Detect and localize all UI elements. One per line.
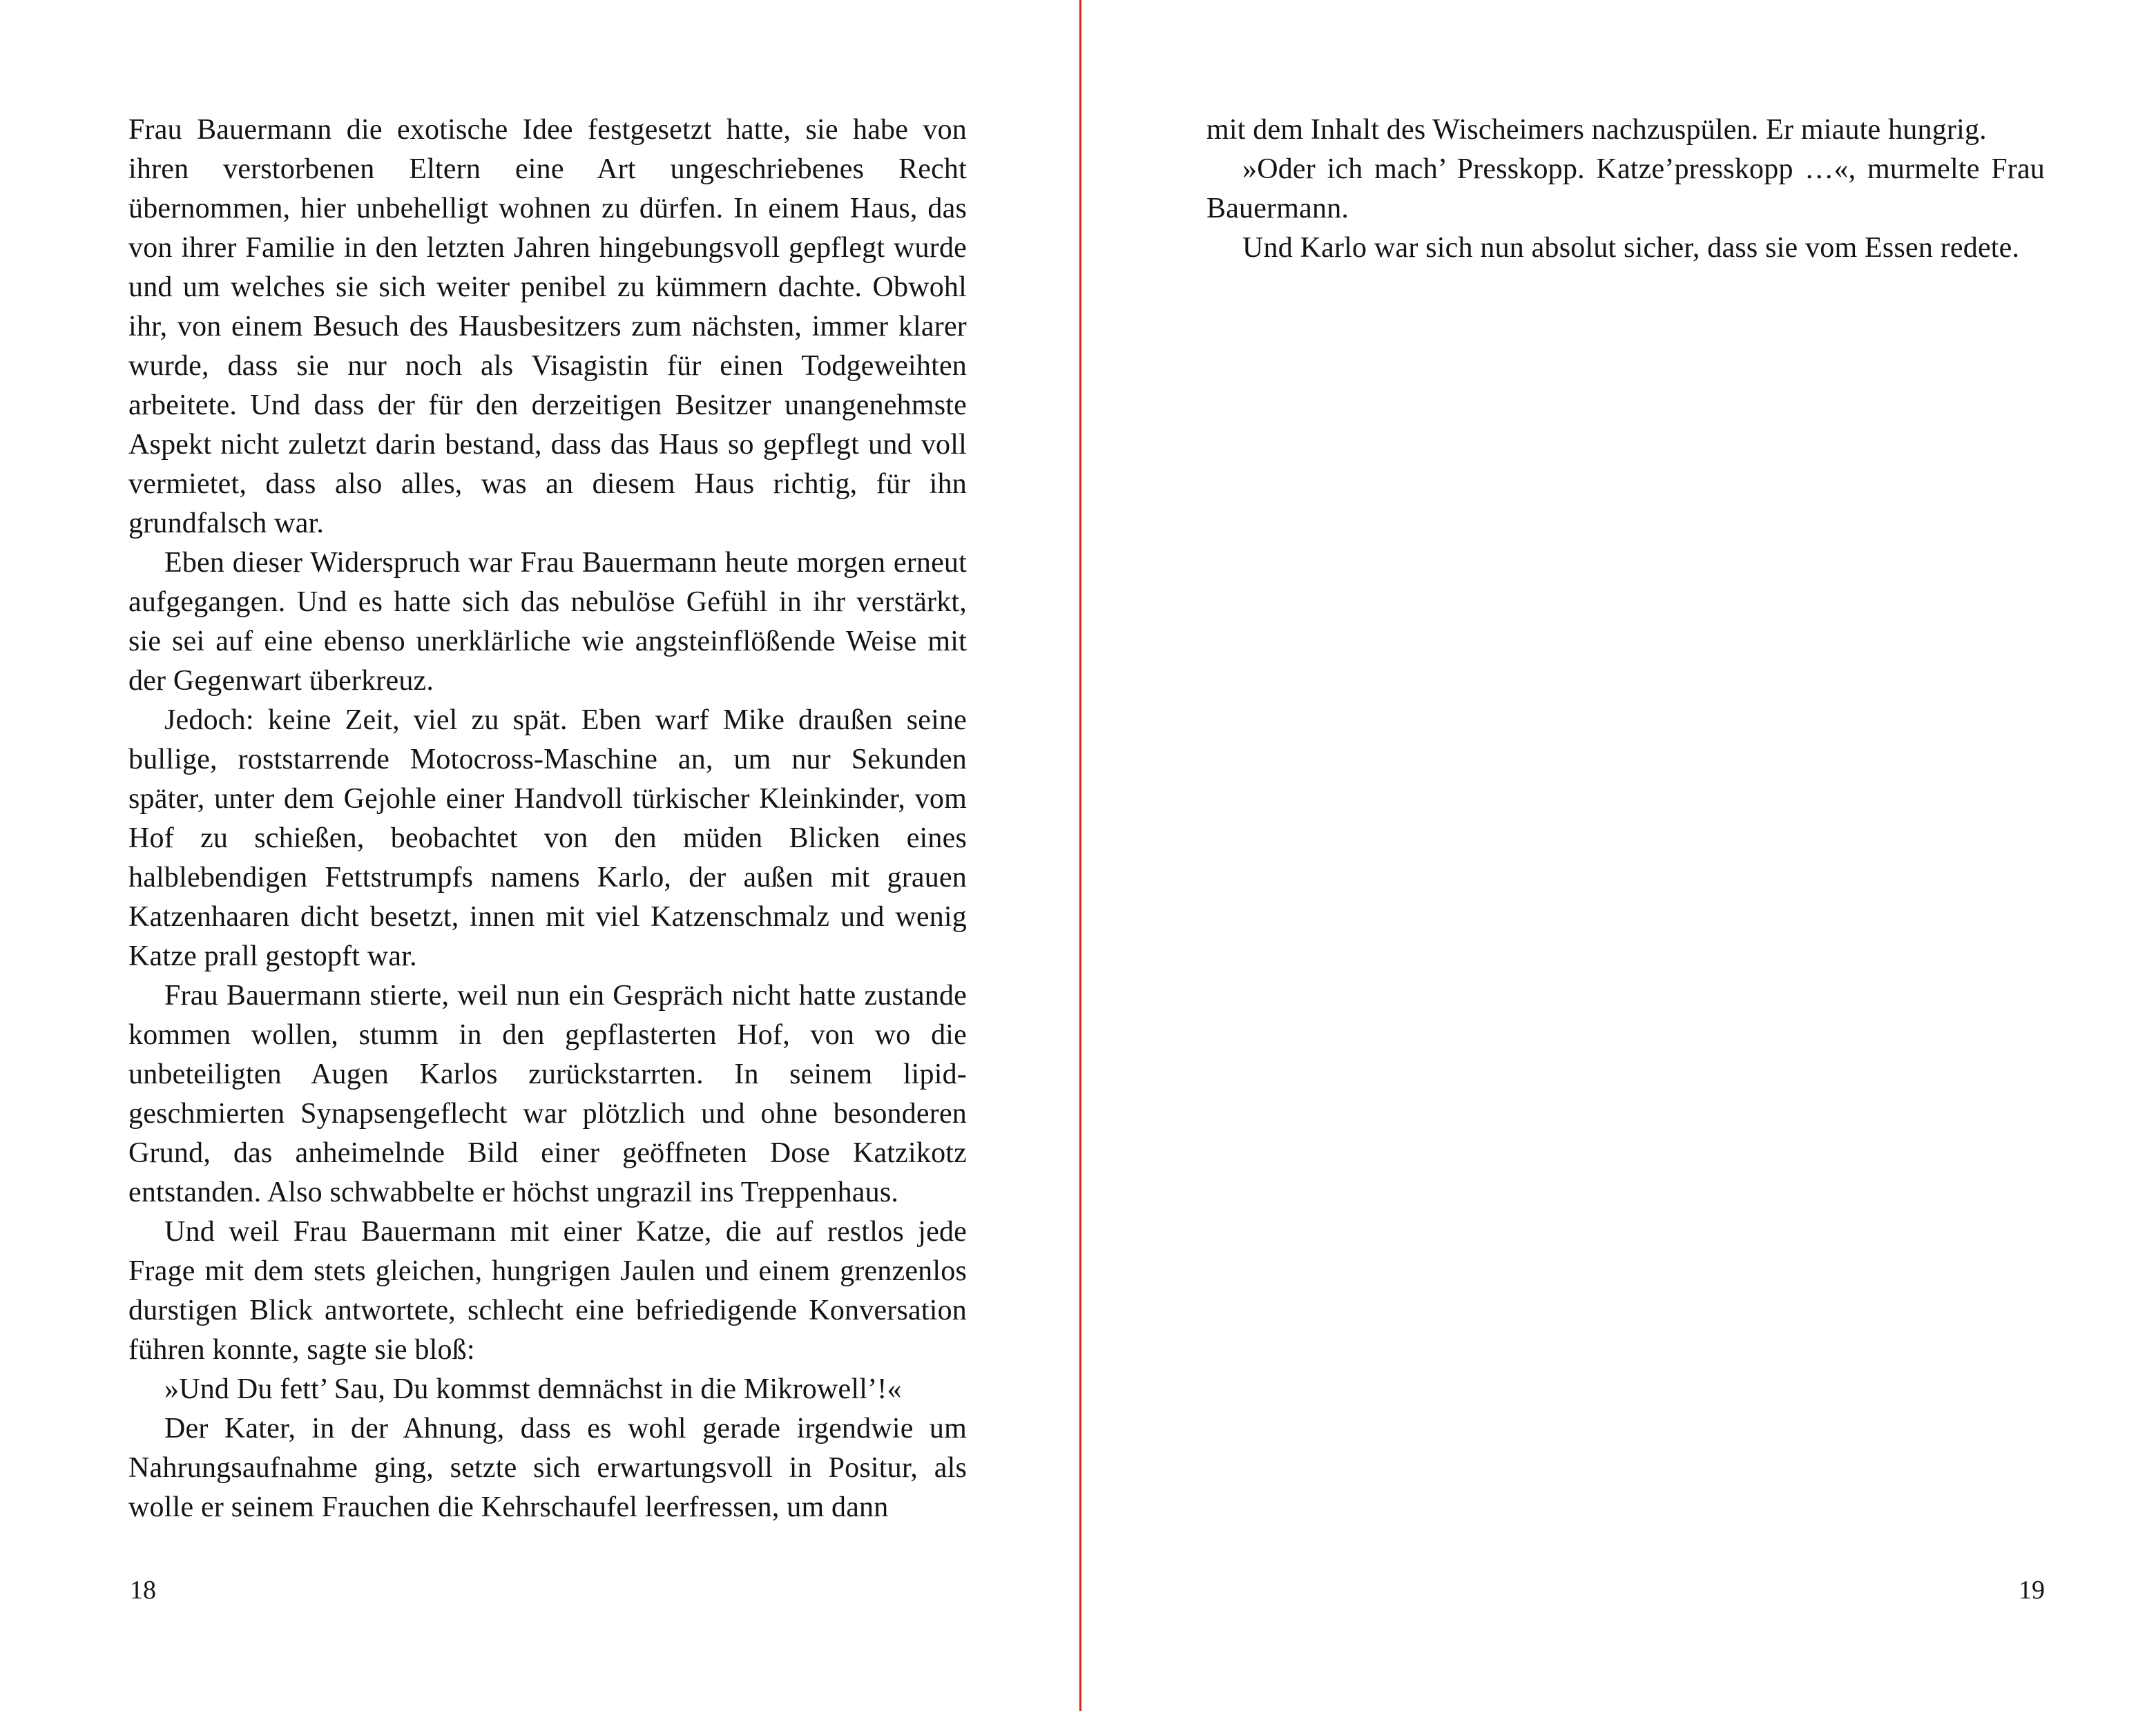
page-number-right: 19 (2019, 1576, 2045, 1605)
right-page-text-block (1206, 110, 2045, 268)
paragraph: Frau Bauermann die exotische Idee festgesetzt hatte, sie habe von ihren verstorbenen Eltern eine Art ungeschriebenes Recht übernommen, hier unbehelligt wohnen zu dürfen. In einem Haus, das von ihrer Familie in den letzten Jahren hingebungsvoll gepflegt wurde und um welches sie sich weiter penibel zu kümmern dachte. Obwohl ihr, von einem Besuch des Hausbesitzers zum nächsten, immer klarer wurde, dass sie nur noch als Visagistin für einen Todgeweihten arbeitete. Und dass der für den derzeitigen Besitzer unangenehmste Aspekt nicht zuletzt darin bestand, dass das Haus so gepflegt und voll vermietet, dass also alles, was an diesem Haus richtig, für ihn grundfalsch war. (128, 114, 967, 539)
page-number-left: 18 (130, 1576, 156, 1605)
paragraph: Eben dieser Widerspruch war Frau Bauermann heute morgen erneut aufgegangen. Und es hatte sich das nebulöse Gefühl in ihr verstärkt, sie sei auf eine ebenso unerklärliche wie angsteinflößende Weise mit der Gegenwart überkreuz. (128, 547, 967, 697)
paragraph: Und Karlo war sich nun absolut sicher, dass sie vom Essen redete. (1242, 232, 2020, 264)
paragraph: Frau Bauermann stierte, weil nun ein Gespräch nicht hatte zustande kommen wollen, stumm in den gepflasterten Hof, von wo die unbeteiligten Augen Karlos zurückstarrten. In seinem lipid-geschmierten Synapsengeflecht war plötzlich und ohne besonderen Grund, das anheimelnde Bild einer geöffneten Dose Katzikotz entstanden. Also schwabbelte er höchst ungrazil ins Treppenhaus. (128, 980, 967, 1208)
left-page-text-block (128, 110, 967, 1527)
paragraph: »Und Du fett’ Sau, Du kommst demnächst in die Mikrowell’!« (164, 1373, 902, 1405)
paragraph: Jedoch: keine Zeit, viel zu spät. Eben warf Mike draußen seine bullige, roststarrende Motocross-Maschine an, um nur Sekunden später, unter dem Gejohle einer Handvoll türkischer Kleinkinder, vom Hof zu schießen, beobachtet von den müden Blicken eines halblebendigen Fettstrumpfs namens Karlo, der außen mit grauen Katzenhaaren dicht besetzt, innen mit viel Katzenschmalz und wenig Katze prall gestopft war. (128, 704, 967, 972)
paragraph: »Oder ich mach’ Presskopp. Katze’presskopp …«, murmelte Frau Bauermann. (1206, 153, 2045, 224)
paragraph: Der Kater, in der Ahnung, dass es wohl gerade irgendwie um Nahrungsaufnahme ging, setzte sich erwartungsvoll in Positur, als wolle er seinem Frauchen die Kehrschaufel leerfressen, um dann (128, 1413, 967, 1523)
paragraph: mit dem Inhalt des Wischeimers nachzuspülen. Er miaute hungrig. (1206, 114, 1987, 146)
paragraph: Und weil Frau Bauermann mit einer Katze, die auf restlos jede Frage mit dem stets gleichen, hungrigen Jaulen und einem grenzenlos durstigen Blick antwortete, schlecht eine befriedigende Konversation führen konnte, sagte sie bloß: (128, 1216, 967, 1366)
page-divider-line (1079, 0, 1081, 1711)
